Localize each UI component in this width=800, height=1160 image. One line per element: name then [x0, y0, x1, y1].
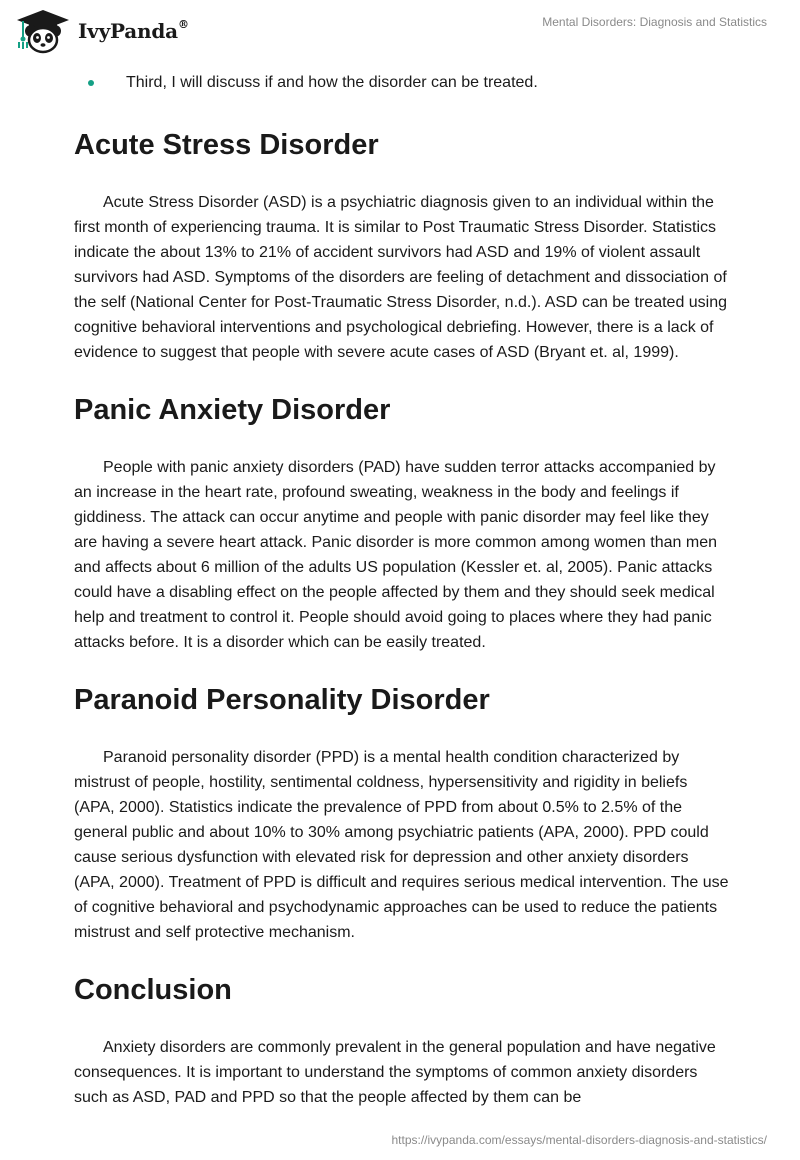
section-paragraph-asd: Acute Stress Disorder (ASD) is a psychiatric diagnosis given to an individual within the first month of experiencing trauma. It is similar to Post Traumatic Stress Disorder. Statistics indicate the about 13% to 21% of accident survivors had ASD and 19% of violent assault survivors had ASD. Symptoms of the disorders are feeling of detachment and dissociation of the self (National Center for Post-Traumatic Stress Disorder, n.d.). ASD can be treated using cognitive behavioral interventions and psychological debriefing. However, there is a lack of evidence to suggest that people with severe acute cases of ASD (Bryant et. al, 1999). — [74, 194, 728, 361]
section-heading-asd: Acute Stress Disorder — [74, 129, 379, 161]
list-item — [88, 70, 730, 96]
section-paragraph-ppd: Paranoid personality disorder (PPD) is a mental health condition characterized by mistrust of people, hostility, sentimental coldness, hypersensitivity and rigidity in beliefs (APA, 2000). Statistics indicate the prevalence of PPD from about 0.5% to 2.5% of the general public and about 10% to 30% among psychiatric patients (APA, 2000). PPD could cause serious dysfunction with elevated risk for depression and other anxiety disorders (APA, 2000). Treatment of PPD is difficult and requires serious medical intervention. The use of cognitive behavioral and psychodynamic approaches can be used to reduce the patients mistrust and self protective mechanism. — [74, 749, 729, 941]
section-paragraph-pad: People with panic anxiety disorders (PAD) have sudden terror attacks accompanied by an increase in the heart rate, profound sweating, weakness in the body and feelings if giddiness. The attack can occur anytime and people with panic disorder may feel like they are having a severe heart attack. Panic disorder is more common among women than men and affects about 6 million of the adults US population (Kessler et. al, 2005). Panic attacks could have a disabling effect on the people affected by them and they should seek medical help and treatment to control it. People should avoid going to places where they had panic attacks before. It is a disorder which can be easily treated. — [74, 459, 717, 651]
section-paragraph-conclusion: Anxiety disorders are commonly prevalent in the general population and have negative consequences. It is important to understand the symptoms of common anxiety disorders such as ASD, PAD and PPD so that the people affected by them can be — [74, 1039, 716, 1106]
bullet-icon — [88, 80, 94, 86]
essay-content — [74, 70, 730, 1110]
section-heading-ppd: Paranoid Personality Disorder — [74, 684, 490, 716]
section-heading-pad: Panic Anxiety Disorder — [74, 394, 391, 426]
ivypanda-logo[interactable] — [14, 8, 189, 54]
panda-graduate-icon — [14, 8, 72, 54]
logo-text: IvyPanda® — [78, 18, 189, 43]
section-heading-conclusion: Conclusion — [74, 974, 232, 1006]
page-header — [0, 0, 800, 60]
bullet-text: Third, I will discuss if and how the disorder can be treated. — [126, 74, 538, 91]
footer-url[interactable]: https://ivypanda.com/essays/mental-disorders-diagnosis-and-statistics/ — [391, 1133, 767, 1147]
document-title: Mental Disorders: Diagnosis and Statistics — [542, 15, 767, 29]
